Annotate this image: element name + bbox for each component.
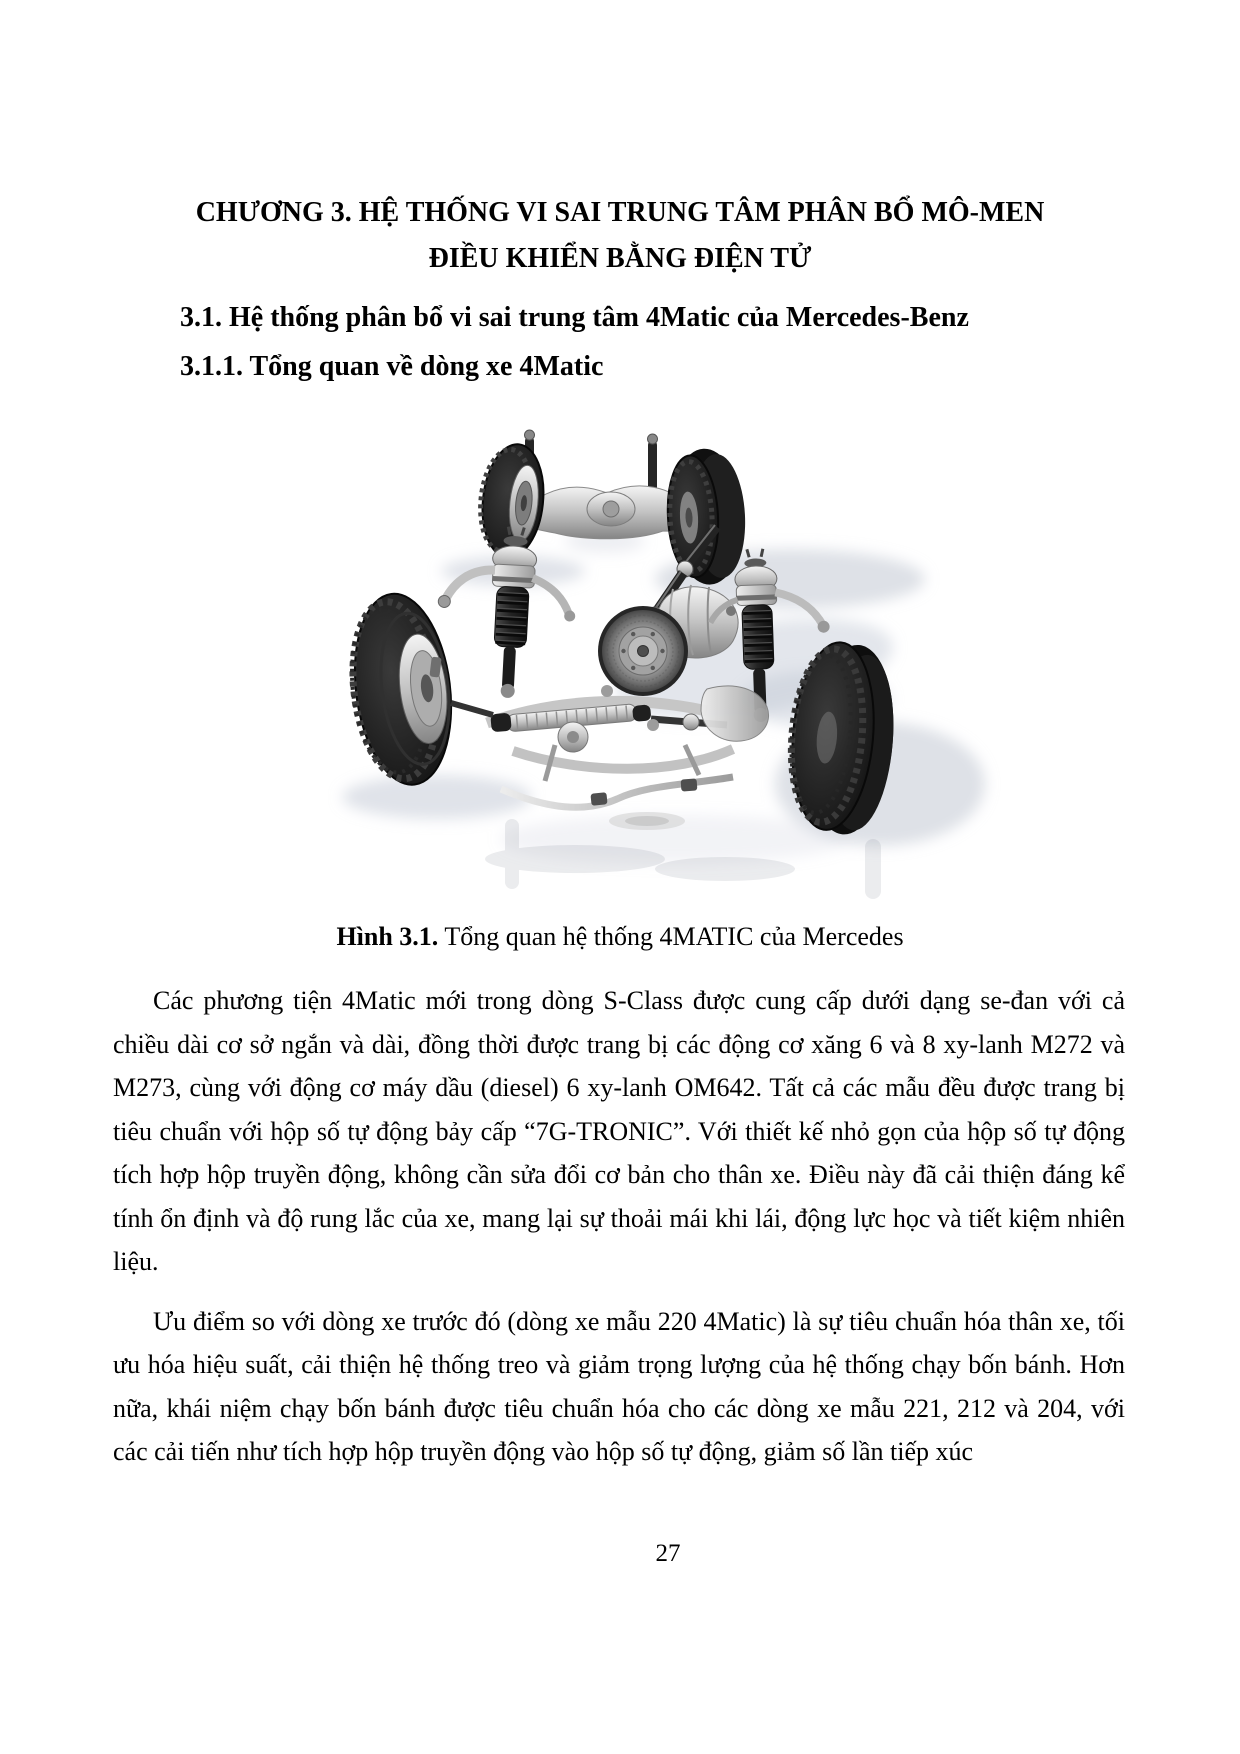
- page-number: 27: [655, 1540, 681, 1567]
- front-axle-assembly: [451, 685, 769, 781]
- front-left-strut: [433, 523, 579, 701]
- figure-caption-text: Tổng quan hệ thống 4MATIC của Mercedes: [444, 922, 904, 951]
- chapter-title: [0, 0, 1240, 282]
- section-heading-3-1-1: 3.1.1. Tổng quan về dòng xe 4Matic: [180, 351, 604, 382]
- figure-caption-label: Hình 3.1.: [336, 922, 439, 951]
- paragraph-1: Các phương tiện 4Matic mới trong dòng S-Class được cung cấp dưới dạng se-đan với cả chiều dài cơ sở ngắn và dài, đồng thời được trang bị các động cơ xăng 6 và 8 xy-lanh M272 và M273, cùng với động cơ máy dầu (diesel) 6 xy-lanh OM642. Tất cả các mẫu đều được trang bị tiêu chuẩn với hộp số tự động bảy cấp “7G-TRONIC”. Với thiết kế nhỏ gọn của hộp số tự động tích hợp hộp truyền động, không cần sửa đổi cơ bản cho thân xe. Điều này đã cải thiện đáng kể tính ổn định và độ rung lắc của xe, mang lại sự thoải mái khi lái, động lực học và tiết kiệm nhiên liệu.: [113, 986, 1125, 1276]
- front-left-wheel: [342, 588, 462, 790]
- figure-4matic: [0, 389, 1240, 953]
- paragraph-2: Ưu điểm so với dòng xe trước đó (dòng xe mẫu 220 4Matic) là sự tiêu chuẩn hóa thân xe, tối ưu hóa hiệu suất, cải thiện hệ thống treo và giảm trọng lượng của hệ thống chạy bốn bánh. Hơn nữa, khái niệm chạy bốn bánh được tiêu chuẩn hóa cho các dòng xe mẫu 221, 212 và 204, với các cải tiến như tích hợp hộp truyền động vào hộp số tự động, giảm số lần tiếp xúc: [113, 1306, 1125, 1466]
- section-heading-3-1: 3.1. Hệ thống phân bổ vi sai trung tâm 4Matic của Mercedes-Benz: [180, 302, 969, 333]
- drivetrain-illustration: [255, 389, 1005, 909]
- torque-converter-disc: [598, 606, 688, 696]
- chapter-title-line2: ĐIỀU KHIỂN BẰNG ĐIỆN TỬ: [428, 243, 812, 274]
- figure-caption: [0, 921, 1240, 953]
- chapter-title-line1: CHƯƠNG 3. HỆ THỐNG VI SAI TRUNG TÂM PHÂN BỔ MÔ-MEN: [195, 197, 1045, 228]
